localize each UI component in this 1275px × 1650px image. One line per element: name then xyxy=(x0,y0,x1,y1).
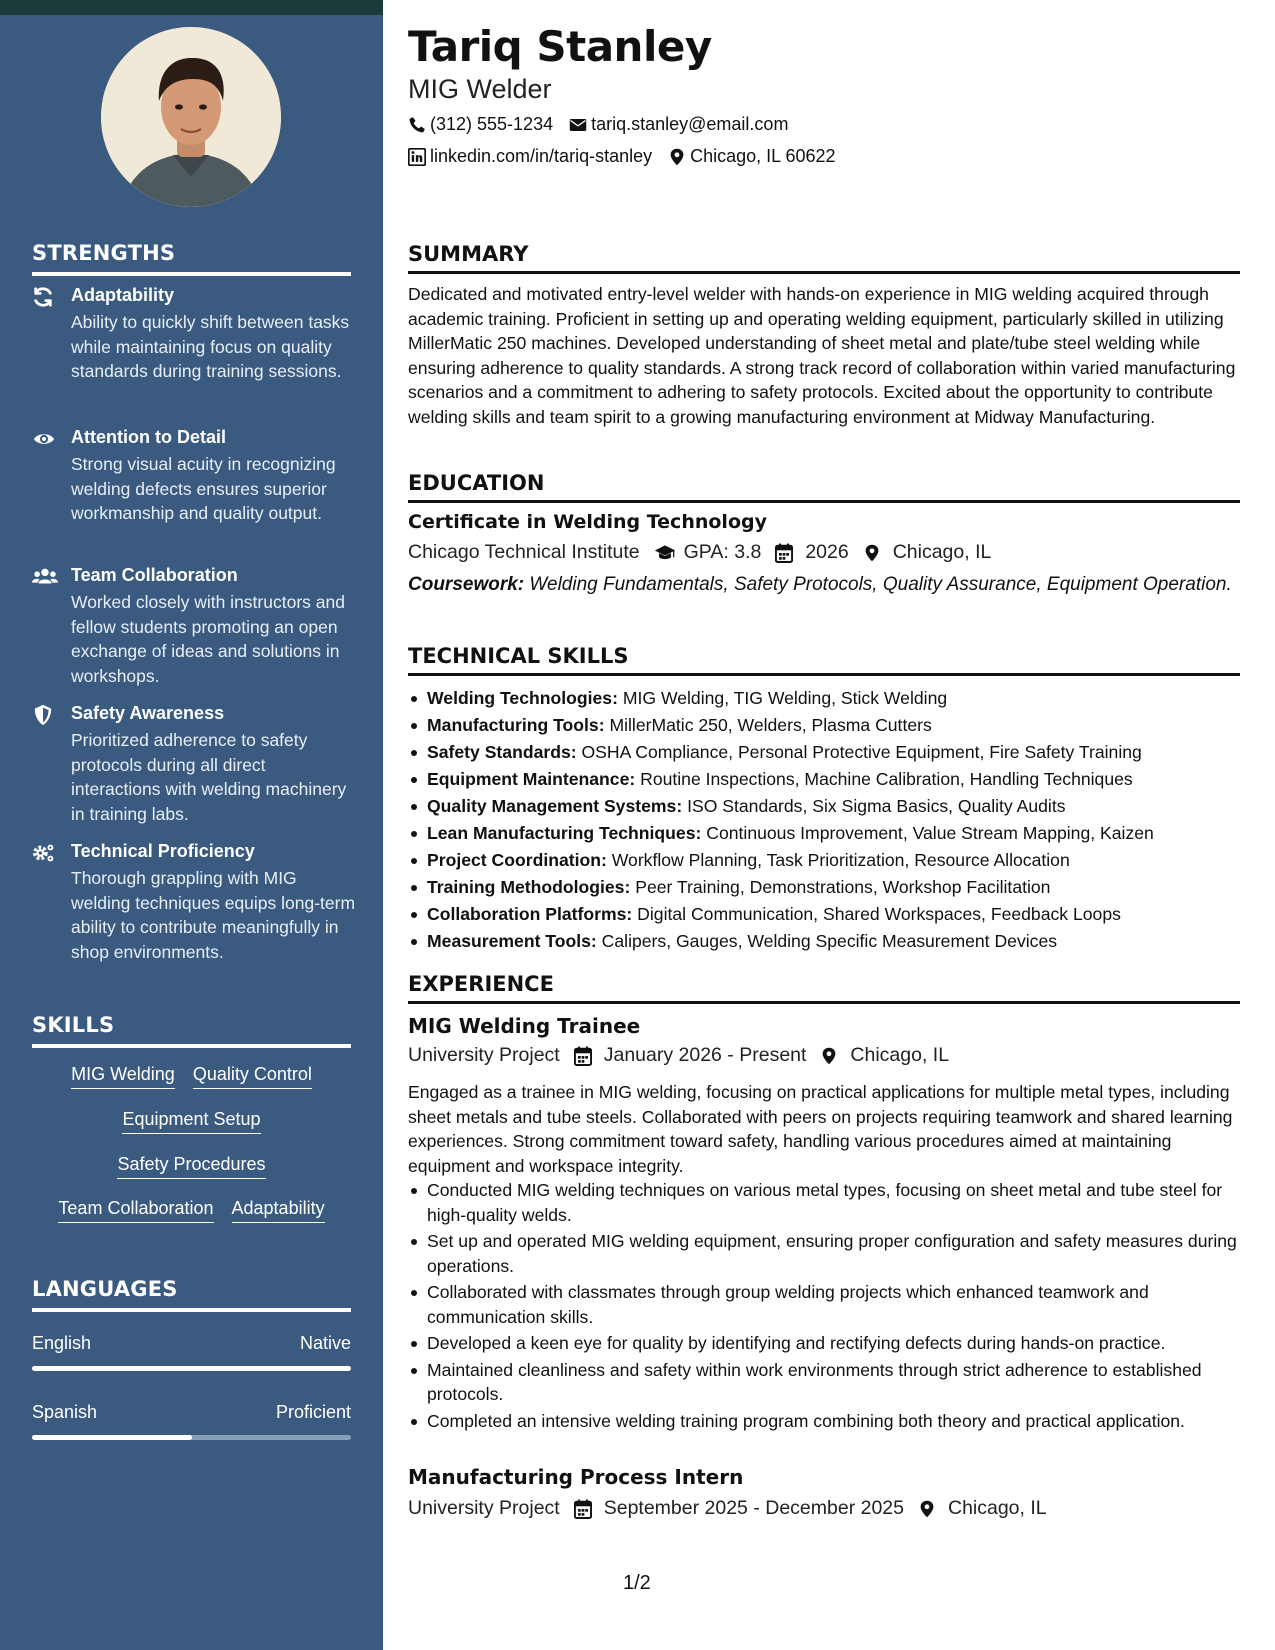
strengths-heading: STRENGTHS xyxy=(32,241,351,276)
candidate-title: MIG Welder xyxy=(408,74,552,104)
job-title: MIG Welding Trainee xyxy=(408,1014,641,1038)
strength-title: Adaptability xyxy=(71,285,175,305)
skill-values: Routine Inspections, Machine Calibration, Handling Techniques xyxy=(640,769,1133,789)
skill-category: Welding Technologies: xyxy=(427,688,618,708)
strength-title: Safety Awareness xyxy=(71,703,225,723)
skill-values: MillerMatic 250, Welders, Plasma Cutters xyxy=(609,715,932,735)
job-dates: September 2025 - December 2025 xyxy=(603,1497,904,1519)
technical-skills-list xyxy=(408,685,1240,955)
list-item: Developed a keen eye for quality by identifying and rectifying defects during hands-on practice. xyxy=(408,1331,1240,1356)
language-proficiency-fill xyxy=(32,1435,192,1440)
skill-values: Peer Training, Demonstrations, Workshop Facilitation xyxy=(635,877,1051,897)
job-meta xyxy=(408,1497,1047,1520)
summary-text: Dedicated and motivated entry-level welder with hands-on experience in MIG welding acquired through academic training. Proficient in setting up and operating welding equipment, particularly skilled in utilizing MillerMatic 250 machines. Developed understanding of sheet metal and plate/tube steel welding while ensuring adherence to quality standards. A strong track record of collaboration within varied manufacturing scenarios and a commitment to adhering to safety protocols. Excited about the opportunity to contribute welding skills and team spirit to a growing manufacturing environment at Midway Manufacturing. xyxy=(408,284,1236,427)
coursework-label: Coursework: xyxy=(408,574,525,595)
strength-description: Strong visual acuity in recognizing welding defects ensures superior workmanship and quality output. xyxy=(71,454,336,523)
skill-chip: Equipment Setup xyxy=(122,1109,260,1134)
list-item: Completed an intensive welding training program combining both theory and practical application. xyxy=(408,1409,1240,1434)
skills-row xyxy=(32,1154,351,1179)
skill-values: ISO Standards, Six Sigma Basics, Quality Audits xyxy=(687,796,1066,816)
strength-description: Ability to quickly shift between tasks while maintaining focus on quality standards during training sessions. xyxy=(71,312,350,381)
eye-icon xyxy=(32,428,56,450)
strength-title: Attention to Detail xyxy=(71,427,226,447)
skill-category: Measurement Tools: xyxy=(427,931,597,951)
skill-chip: Team Collaboration xyxy=(58,1198,213,1223)
job-location: Chicago, IL xyxy=(850,1044,950,1066)
location-text: Chicago, IL 60622 xyxy=(690,146,836,166)
skill-category: Safety Standards: xyxy=(427,742,577,762)
skill-values: MIG Welding, TIG Welding, Stick Welding xyxy=(622,688,948,708)
skill-category: Equipment Maintenance: xyxy=(427,769,636,789)
gears-icon xyxy=(32,842,56,864)
list-item: Set up and operated MIG welding equipment, ensuring proper configuration and safety measures during operations. xyxy=(408,1229,1240,1278)
map-pin-icon xyxy=(918,1499,938,1519)
coursework-text: Welding Fundamentals, Safety Protocols, Quality Assurance, Equipment Operation. xyxy=(529,574,1232,595)
profile-photo xyxy=(101,27,281,207)
skill-values: Continuous Improvement, Value Stream Mapping, Kaizen xyxy=(706,823,1154,843)
skill-category: Collaboration Platforms: xyxy=(427,904,633,924)
list-item xyxy=(408,712,1240,739)
profile-photo-illustration xyxy=(101,27,281,207)
education-location: Chicago, IL xyxy=(892,541,992,563)
linkedin-icon xyxy=(408,148,426,166)
list-item xyxy=(408,820,1240,847)
skill-chip: Quality Control xyxy=(193,1064,312,1089)
list-item: Collaborated with classmates through group welding projects which enhanced teamwork and communication skills. xyxy=(408,1280,1240,1329)
job-org: University Project xyxy=(408,1044,560,1066)
job-bullets xyxy=(408,1178,1240,1435)
skill-values: OSHA Compliance, Personal Protective Equipment, Fire Safety Training xyxy=(581,742,1142,762)
graduation-cap-icon xyxy=(654,543,674,563)
list-item xyxy=(408,847,1240,874)
users-icon xyxy=(32,566,56,588)
list-item xyxy=(408,766,1240,793)
map-pin-icon xyxy=(820,1046,840,1066)
language-item xyxy=(32,1402,351,1440)
skills-heading: SKILLS xyxy=(32,1013,351,1048)
job-title: Manufacturing Process Intern xyxy=(408,1465,744,1489)
list-item: Conducted MIG welding techniques on various metal types, focusing on sheet metal and tube steel for high-quality welds. xyxy=(408,1178,1240,1227)
map-pin-icon xyxy=(668,148,686,166)
language-name: English xyxy=(32,1333,92,1353)
language-item xyxy=(32,1333,351,1371)
strength-description: Prioritized adherence to safety protocols during all direct interactions with welding machinery in training labs. xyxy=(71,730,347,824)
strength-title: Technical Proficiency xyxy=(71,841,255,861)
phone-icon xyxy=(408,116,426,134)
calendar-icon xyxy=(574,1046,594,1066)
sync-icon xyxy=(32,286,56,308)
skill-category: Manufacturing Tools: xyxy=(427,715,605,735)
strength-description: Worked closely with instructors and fellow students promoting an open exchange of ideas and solutions in workshops. xyxy=(71,592,345,686)
skills-row xyxy=(32,1198,351,1223)
candidate-name: Tariq Stanley xyxy=(408,22,712,71)
job-location: Chicago, IL xyxy=(947,1497,1047,1519)
skills-row xyxy=(32,1064,351,1089)
skill-chip: MIG Welding xyxy=(71,1064,175,1089)
education-meta xyxy=(408,541,991,564)
list-item xyxy=(408,901,1240,928)
language-proficiency-fill xyxy=(32,1366,351,1371)
skill-values: Workflow Planning, Task Prioritization, Resource Allocation xyxy=(611,850,1070,870)
job-dates: January 2026 - Present xyxy=(603,1044,807,1066)
skill-chip: Adaptability xyxy=(232,1198,325,1223)
technical-skills-heading: TECHNICAL SKILLS xyxy=(408,644,1240,676)
job-meta xyxy=(408,1044,949,1067)
email-contact[interactable] xyxy=(569,114,788,135)
phone-text: (312) 555-1234 xyxy=(430,114,554,134)
job-org: University Project xyxy=(408,1497,560,1519)
language-level: Native xyxy=(299,1333,351,1353)
contact-line xyxy=(408,114,788,135)
skill-values: Digital Communication, Shared Workspaces, Feedback Loops xyxy=(637,904,1121,924)
list-item xyxy=(408,685,1240,712)
linkedin-contact[interactable] xyxy=(408,146,652,167)
list-item xyxy=(408,874,1240,901)
experience-heading: EXPERIENCE xyxy=(408,972,1240,1004)
linkedin-text[interactable]: linkedin.com/in/tariq-stanley xyxy=(430,146,653,166)
email-text[interactable]: tariq.stanley@email.com xyxy=(591,114,789,134)
skills-row xyxy=(32,1109,351,1134)
language-name: Spanish xyxy=(32,1402,98,1422)
page-number: 1/2 xyxy=(623,1572,651,1594)
list-item: Maintained cleanliness and safety within work environments through strict adherence to established protocols. xyxy=(408,1358,1240,1407)
languages-heading: LANGUAGES xyxy=(32,1277,351,1312)
sidebar-top-bar xyxy=(0,0,383,15)
language-proficiency-bar xyxy=(32,1435,351,1440)
envelope-icon xyxy=(569,116,587,134)
calendar-icon xyxy=(775,543,795,563)
shield-icon xyxy=(32,704,56,726)
language-level: Proficient xyxy=(275,1402,351,1422)
strength-description: Thorough grappling with MIG welding techniques equips long-term ability to contribute meaningfully in shop environments. xyxy=(71,868,356,962)
skill-category: Lean Manufacturing Techniques: xyxy=(427,823,702,843)
map-pin-icon xyxy=(863,543,883,563)
job-description: Engaged as a trainee in MIG welding, focusing on practical applications for multiple metal types, including sheet metals and tube steels. Collaborated with peers on projects requiring teamwork and shared learning experiences. Strong commitment toward safety, handling various procedures aimed at maintaining equipment and workspace integrity. xyxy=(408,1082,1233,1176)
skill-category: Quality Management Systems: xyxy=(427,796,683,816)
gpa-text: GPA: 3.8 xyxy=(683,541,762,563)
contact-line xyxy=(408,146,836,167)
graduation-year: 2026 xyxy=(805,541,849,563)
language-proficiency-bar xyxy=(32,1366,351,1371)
sidebar xyxy=(0,0,383,1650)
list-item xyxy=(408,928,1240,955)
calendar-icon xyxy=(574,1499,594,1519)
location-contact xyxy=(668,146,835,167)
institution-name: Chicago Technical Institute xyxy=(408,541,640,563)
degree-title: Certificate in Welding Technology xyxy=(408,511,767,533)
strength-title: Team Collaboration xyxy=(71,565,238,585)
skill-category: Training Methodologies: xyxy=(427,877,631,897)
list-item xyxy=(408,739,1240,766)
phone-contact xyxy=(408,114,553,135)
skill-chip: Safety Procedures xyxy=(117,1154,265,1179)
skill-values: Calipers, Gauges, Welding Specific Measurement Devices xyxy=(601,931,1058,951)
list-item xyxy=(408,793,1240,820)
coursework xyxy=(408,573,1240,597)
skill-category: Project Coordination: xyxy=(427,850,607,870)
education-heading: EDUCATION xyxy=(408,471,1240,503)
summary-heading: SUMMARY xyxy=(408,242,1240,274)
